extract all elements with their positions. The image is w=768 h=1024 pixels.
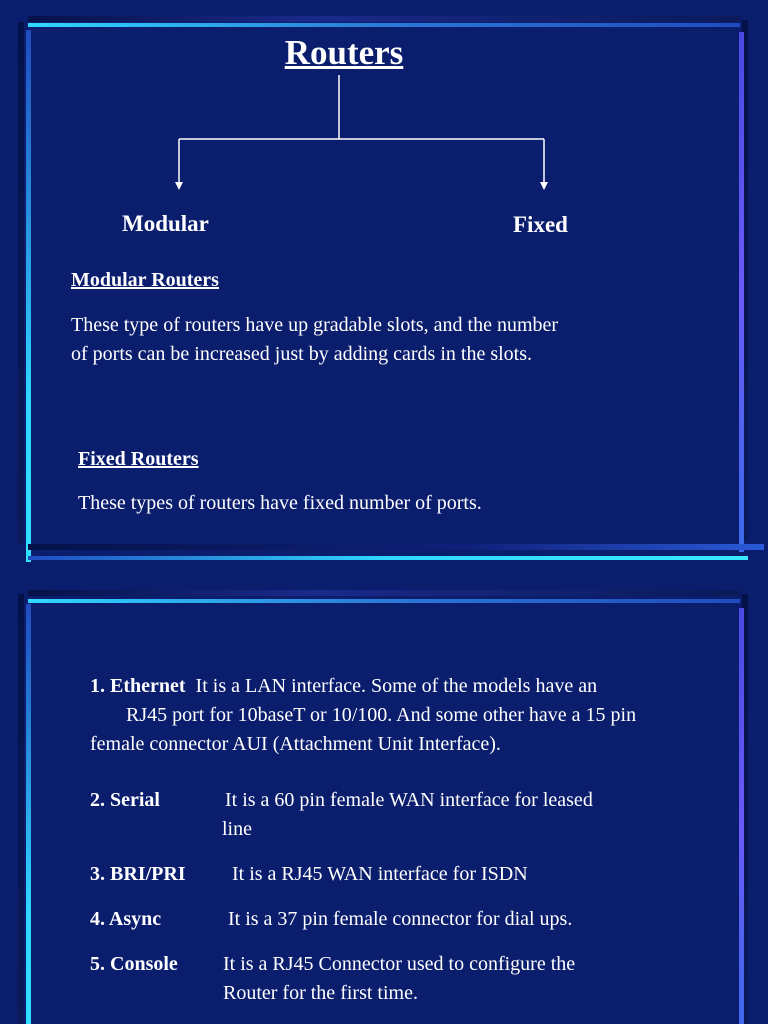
modular-description-line: of ports can be increased just by adding cards in the slots. xyxy=(71,343,532,365)
modular-routers-heading: Modular Routers xyxy=(71,269,219,291)
list-item-description xyxy=(222,786,593,844)
list-item-description: RJ45 port for 10baseT or 10/100. And some other have a 15 pin xyxy=(126,704,637,726)
arrow-down-icon xyxy=(175,182,183,190)
frame-left-dark-bar xyxy=(18,594,24,1024)
frame-left-cyan-bar xyxy=(26,604,31,1024)
list-item-term: 4. Async xyxy=(90,908,162,930)
list-item-description: It is a RJ45 WAN interface for ISDN xyxy=(232,863,528,885)
list-item xyxy=(90,786,760,846)
list-item-description-line: It is a 60 pin female WAN interface for leased xyxy=(225,789,593,811)
slide-router-interfaces xyxy=(0,580,768,1024)
list-item-term: 2. Serial xyxy=(90,789,160,811)
frame-bottom-dark-bar xyxy=(28,544,764,550)
arrow-down-icon xyxy=(540,182,548,190)
list-item-description xyxy=(223,950,575,1008)
list-item xyxy=(90,672,760,759)
list-item-description: It is a 37 pin female connector for dial ups. xyxy=(228,908,573,930)
list-item-term: 5. Console xyxy=(90,953,178,975)
tree-connector xyxy=(0,0,768,200)
list-item xyxy=(90,905,760,934)
branch-fixed: Fixed xyxy=(513,212,568,237)
list-item-description: It is a LAN interface. Some of the models have an xyxy=(195,675,598,697)
list-item-description-line: It is a RJ45 Connector used to configure the xyxy=(223,953,576,975)
fixed-routers-heading: Fixed Routers xyxy=(78,448,199,470)
frame-top-dark-bar xyxy=(28,590,740,596)
list-item xyxy=(90,950,760,1010)
fixed-description xyxy=(78,489,482,518)
fixed-description-line: These types of routers have fixed number of ports. xyxy=(78,492,482,514)
frame-bottom-cyan-bar xyxy=(28,556,748,560)
list-item xyxy=(90,860,760,889)
branch-modular: Modular xyxy=(122,211,209,236)
page-title: Routers xyxy=(284,33,404,72)
modular-description-line: These type of routers have up gradable slots, and the number xyxy=(71,314,559,336)
frame-top-cyan-bar xyxy=(28,599,740,603)
list-item-term: 3. BRI/PRI xyxy=(90,863,186,885)
modular-description xyxy=(71,311,558,369)
list-item-term: 1. Ethernet xyxy=(90,675,186,697)
list-item-description-line: line xyxy=(222,818,252,840)
list-item-description-line: Router for the first time. xyxy=(223,982,418,1004)
list-item-description: female connector AUI (Attachment Unit Interface). xyxy=(90,733,501,755)
